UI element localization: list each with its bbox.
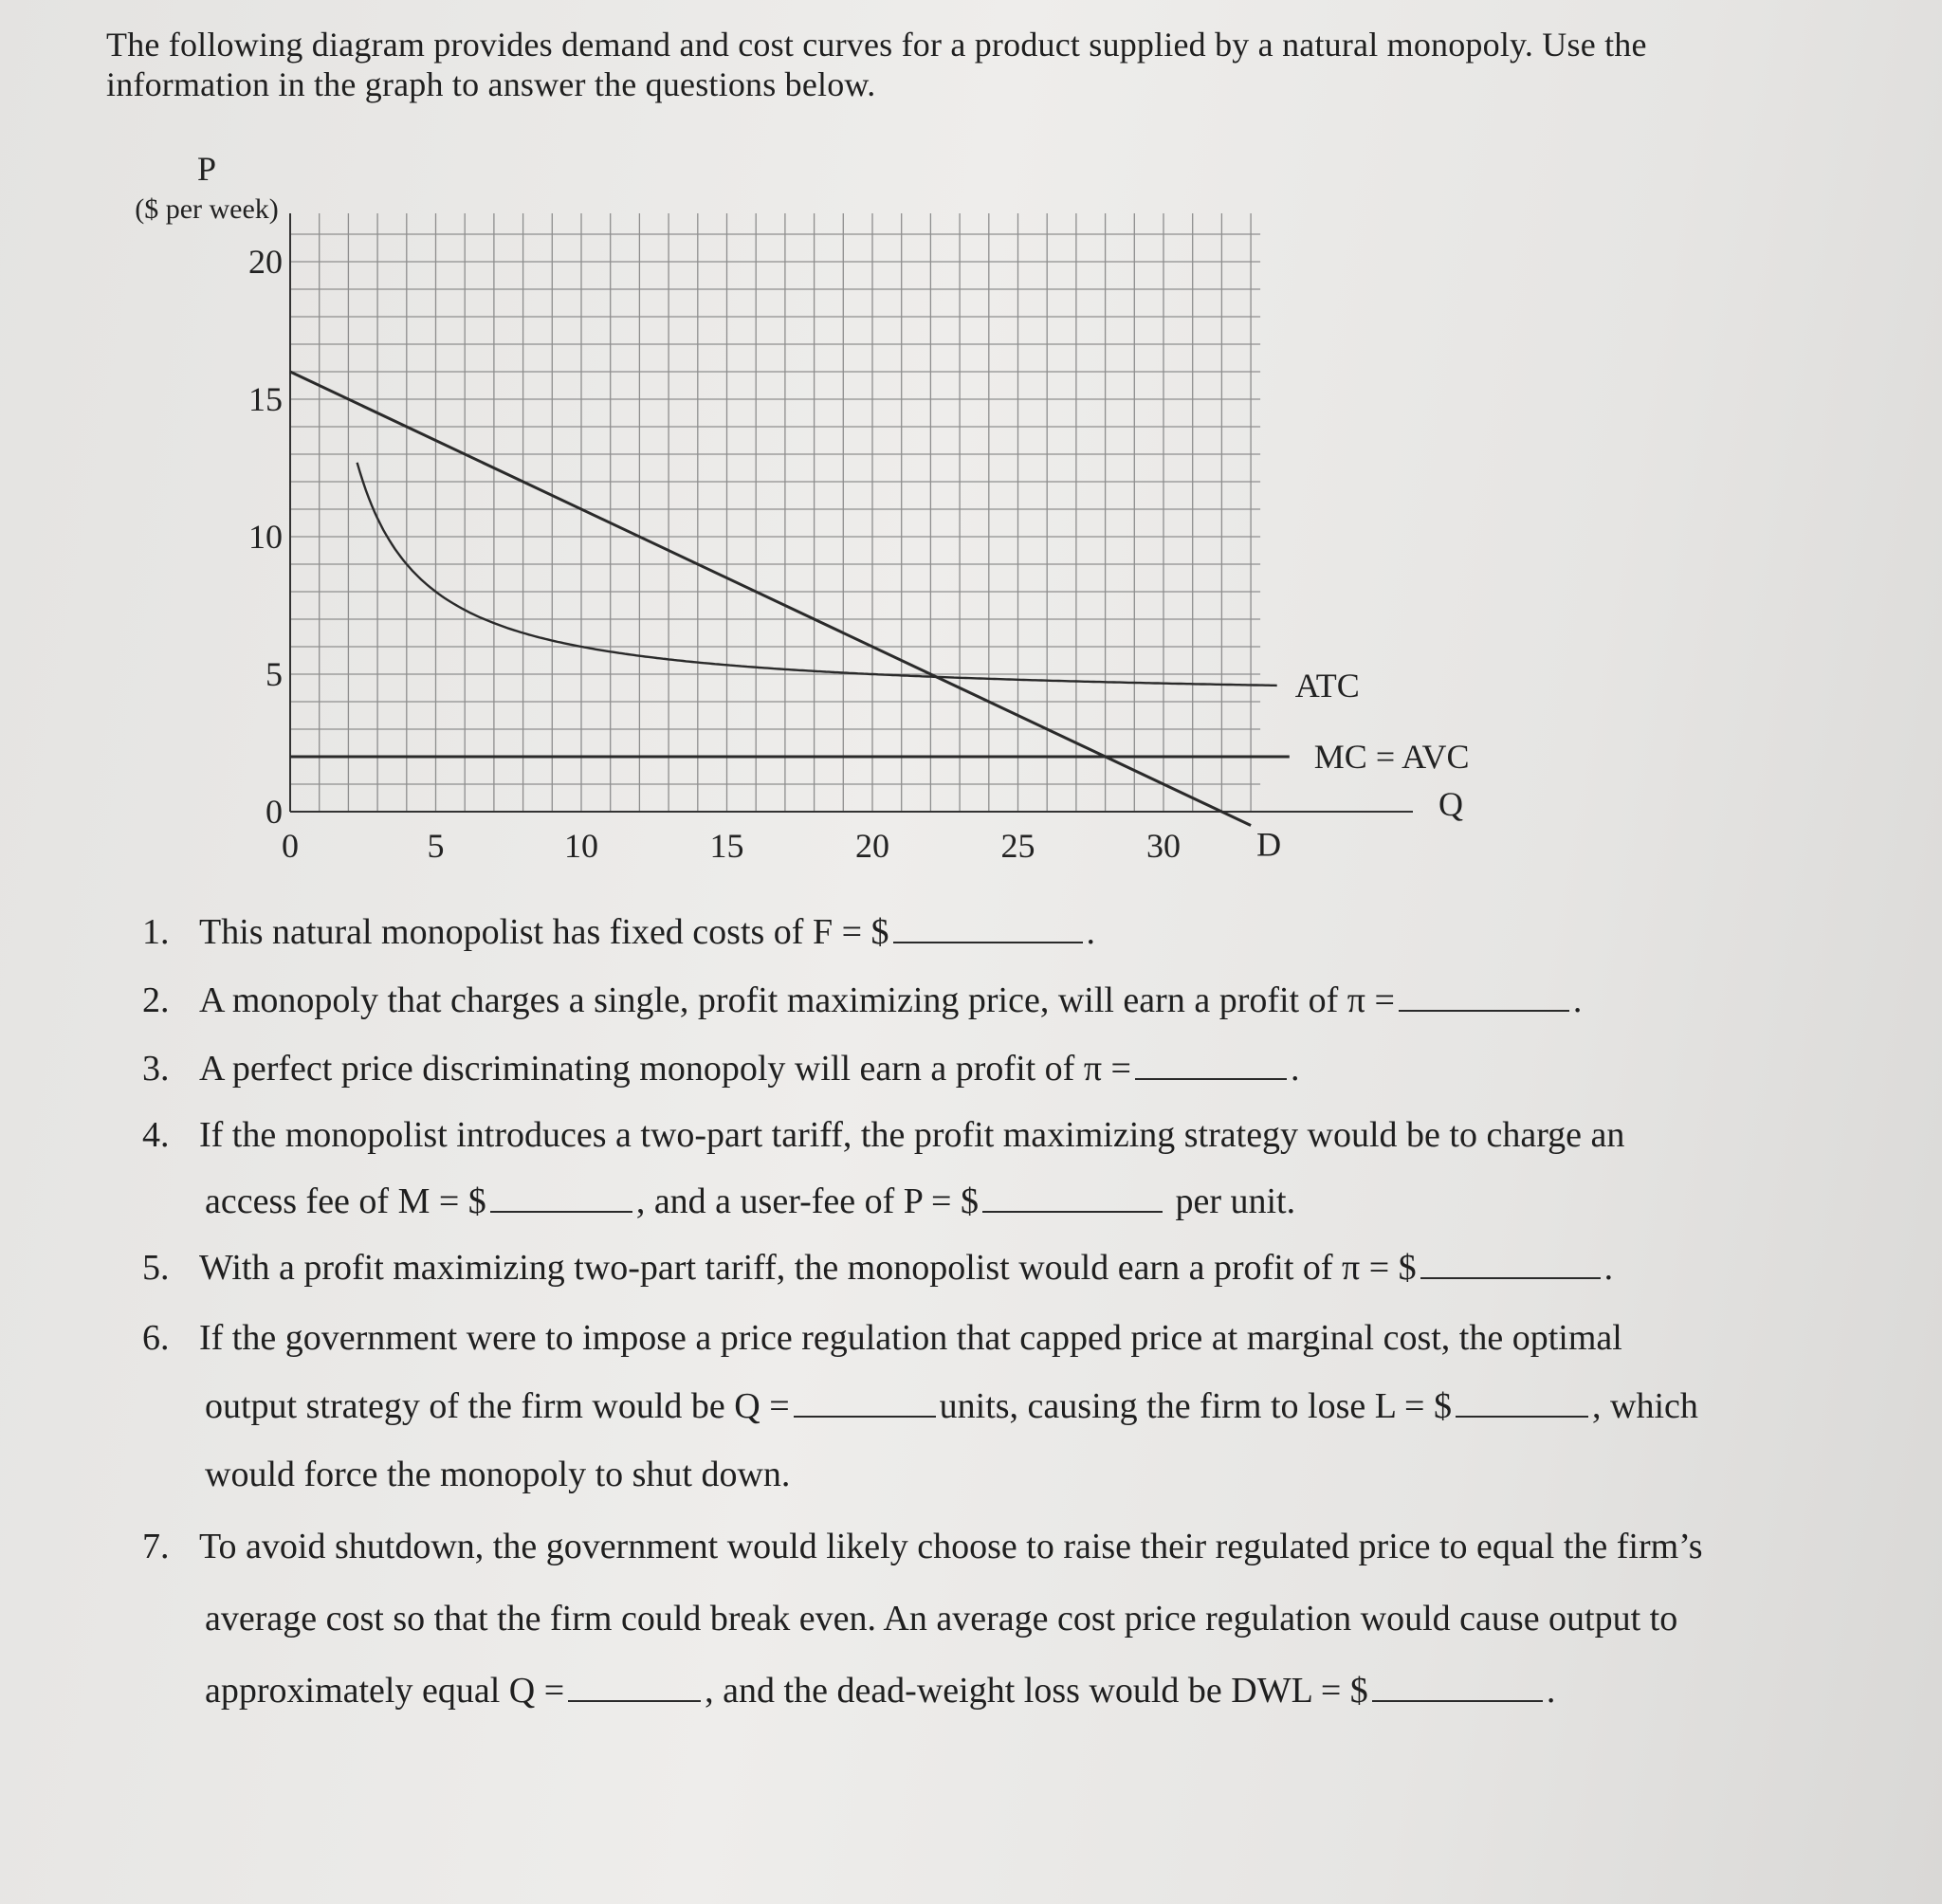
question-2-end: . — [1572, 980, 1583, 1020]
mc-avc-label: MC = AVC — [1313, 738, 1470, 776]
question-6 — [142, 1316, 1622, 1360]
answer-blank-ac-output[interactable] — [568, 1672, 701, 1702]
y-axis-unit: ($ per week) — [135, 193, 279, 225]
question-6-loss-text: units, causing the firm to lose L = $ — [939, 1386, 1452, 1426]
question-7-number: 7. — [142, 1527, 170, 1566]
question-7-average-cost-text: average cost so that the firm could break even. An average cost price regulation would cause output to — [205, 1599, 1678, 1639]
question-3 — [142, 1047, 1299, 1090]
answer-blank-mc-loss[interactable] — [1456, 1387, 1588, 1418]
y-axis-title: P — [196, 150, 217, 188]
question-4-text: If the monopolist introduces a two-part tariff, the profit maximizing strategy would be to charge an — [199, 1115, 1625, 1155]
chart-curves — [290, 372, 1290, 826]
question-6-output-text: output strategy of the firm would be Q = — [205, 1386, 790, 1426]
question-3-end: . — [1290, 1049, 1300, 1089]
question-5-text: With a profit maximizing two-part tariff, the monopolist would earn a profit of π = $ — [199, 1248, 1417, 1288]
atc-label: ATC — [1294, 666, 1360, 705]
question-4-per-unit-text: per unit. — [1175, 1181, 1296, 1221]
question-6-shutdown-text: would force the monopoly to shut down. — [205, 1455, 791, 1494]
question-6-text: If the government were to impose a price regulation that capped price at marginal cost, the optimal — [199, 1318, 1622, 1358]
question-2-text: A monopoly that charges a single, profit maximizing price, will earn a profit of π = — [199, 980, 1395, 1020]
chart-grid — [290, 213, 1260, 812]
y-tick-label: 10 — [248, 518, 283, 556]
question-6-number: 6. — [142, 1318, 170, 1358]
question-7-output-text: approximately equal Q = — [205, 1671, 565, 1711]
question-3-number: 3. — [142, 1049, 170, 1089]
question-1-end: . — [1086, 912, 1096, 952]
x-tick-label: 30 — [1146, 827, 1181, 865]
answer-blank-single-price-profit[interactable] — [1399, 981, 1569, 1012]
question-3-text: A perfect price discriminating monopoly will earn a profit of π = — [199, 1049, 1131, 1089]
x-tick-label: 5 — [427, 827, 445, 865]
question-7-dwl-text: , and the dead-weight loss would be DWL = $ — [705, 1671, 1368, 1711]
question-2-number: 2. — [142, 980, 170, 1020]
answer-blank-ppd-profit[interactable] — [1135, 1050, 1287, 1080]
question-6-line-2 — [205, 1384, 1698, 1428]
question-6-line-3 — [205, 1453, 790, 1496]
question-7-line-2 — [205, 1597, 1677, 1640]
question-4 — [142, 1113, 1624, 1157]
y-tick-label: 0 — [266, 793, 283, 831]
intro-line-2: information in the graph to answer the questions below. — [106, 65, 876, 103]
x-tick-label: 15 — [709, 827, 744, 865]
demand-label: D — [1256, 825, 1282, 864]
question-4-line-2 — [205, 1180, 1295, 1223]
x-tick-label: 25 — [1000, 827, 1035, 865]
question-4-access-fee-text: access fee of M = $ — [205, 1181, 486, 1221]
answer-blank-dwl[interactable] — [1372, 1672, 1543, 1702]
question-4-user-fee-text: , and a user-fee of P = $ — [635, 1181, 979, 1221]
question-5-number: 5. — [142, 1248, 170, 1288]
question-2 — [142, 979, 1582, 1022]
y-tick-label: 15 — [248, 380, 283, 418]
answer-blank-two-part-profit[interactable] — [1420, 1249, 1601, 1279]
question-1-number: 1. — [142, 912, 170, 952]
y-tick-label: 5 — [266, 655, 283, 693]
answer-blank-user-fee[interactable] — [982, 1182, 1163, 1213]
y-tick-label: 20 — [248, 243, 283, 281]
chart-axes — [290, 213, 1413, 812]
question-5-end: . — [1603, 1248, 1614, 1288]
intro-line-1: The following diagram provides demand and cost curves for a product supplied by a natural monopoly. Use the — [106, 26, 1647, 64]
question-1 — [142, 910, 1095, 954]
question-4-number: 4. — [142, 1115, 170, 1155]
question-7-text: To avoid shutdown, the government would likely choose to raise their regulated price to equal the firm’s — [199, 1527, 1703, 1566]
answer-blank-mc-output[interactable] — [794, 1387, 936, 1418]
x-axis-title: Q — [1438, 785, 1463, 823]
atc-curve — [357, 463, 1277, 686]
x-tick-label: 20 — [855, 827, 889, 865]
answer-blank-access-fee[interactable] — [490, 1182, 632, 1213]
monopoly-cost-chart — [0, 0, 1942, 872]
question-7 — [142, 1525, 1703, 1568]
question-1-text: This natural monopolist has fixed costs of F = $ — [199, 912, 889, 952]
answer-blank-fixed-cost[interactable] — [893, 913, 1083, 943]
question-7-end: . — [1546, 1671, 1556, 1711]
question-5 — [142, 1246, 1613, 1290]
question-6-which-text: , which — [1592, 1386, 1698, 1426]
question-7-line-3 — [205, 1669, 1555, 1712]
x-tick-label: 0 — [282, 827, 299, 865]
x-tick-label: 10 — [564, 827, 598, 865]
